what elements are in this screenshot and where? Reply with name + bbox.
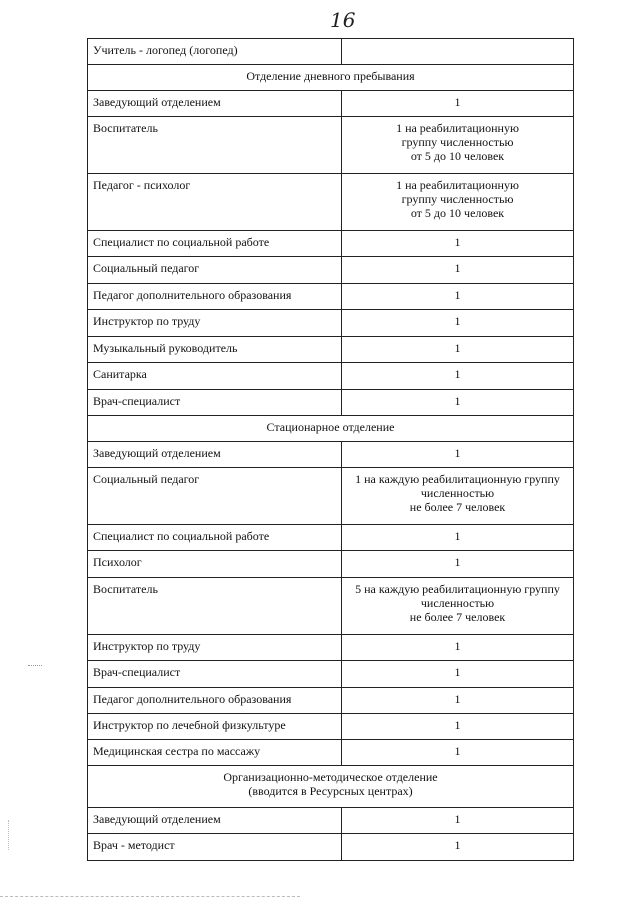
quantity-cell (342, 363, 574, 390)
position-cell: Учитель - логопед (логопед) (88, 39, 342, 65)
table-row (88, 442, 574, 468)
table-row (88, 661, 574, 688)
quantity-line: 1 (454, 314, 461, 328)
table-row (88, 525, 574, 551)
table-row (88, 363, 574, 390)
table-row (88, 310, 574, 337)
section-title-line: (вводится в Ресурсных центрах) (248, 784, 413, 798)
quantity-cell (342, 740, 574, 766)
section-title (88, 65, 574, 91)
quantity-cell (342, 117, 574, 174)
section-header-row (88, 65, 574, 91)
position-cell: Заведующий отделением (88, 442, 342, 468)
quantity-line: от 5 до 10 человек (410, 206, 505, 220)
position-cell: Воспитатель (88, 578, 342, 635)
quantity-cell (342, 284, 574, 310)
table-row (88, 635, 574, 661)
quantity-line: 1 (454, 744, 461, 758)
position-cell: Врач - методист (88, 834, 342, 861)
quantity-cell (342, 91, 574, 117)
position-cell: Воспитатель (88, 117, 342, 174)
table-row (88, 688, 574, 714)
quantity-cell (342, 39, 574, 65)
position-cell: Врач-специалист (88, 661, 342, 688)
staffing-table (87, 38, 574, 861)
quantity-cell (342, 635, 574, 661)
quantity-line: не более 7 человек (409, 500, 506, 514)
quantity-cell (342, 714, 574, 740)
position-cell: Инструктор по труду (88, 635, 342, 661)
quantity-line: 1 (454, 812, 461, 826)
table-row (88, 39, 574, 65)
position-cell: Медицинская сестра по массажу (88, 740, 342, 766)
position-cell: Заведующий отделением (88, 91, 342, 117)
footer-scan-line (0, 896, 300, 898)
quantity-line: 1 (454, 692, 461, 706)
quantity-cell (342, 390, 574, 416)
margin-mark (28, 665, 42, 667)
position-cell: Врач-специалист (88, 390, 342, 416)
section-title (88, 416, 574, 442)
section-header-row (88, 766, 574, 808)
quantity-line: 1 на реабилитационную (396, 178, 519, 192)
position-cell: Педагог - психолог (88, 174, 342, 231)
quantity-line: не более 7 человек (409, 610, 506, 624)
quantity-line: 1 (454, 446, 461, 460)
quantity-line: 5 на каждую реабилитационную группу (355, 582, 560, 596)
quantity-cell (342, 525, 574, 551)
table-row (88, 468, 574, 525)
section-header-row (88, 416, 574, 442)
section-title-line: Организационно-методическое отделение (223, 770, 438, 784)
table-row (88, 740, 574, 766)
quantity-line: 1 (454, 341, 461, 355)
quantity-line: 1 (454, 639, 461, 653)
table-row (88, 551, 574, 578)
quantity-cell (342, 337, 574, 363)
section-title-line: Отделение дневного пребывания (246, 69, 415, 83)
quantity-cell (342, 808, 574, 834)
quantity-line: 1 (454, 665, 461, 679)
quantity-line: 1 (454, 529, 461, 543)
position-cell: Музыкальный руководитель (88, 337, 342, 363)
quantity-line: 1 на каждую реабилитационную группу (355, 472, 560, 486)
quantity-line: от 5 до 10 человек (410, 149, 505, 163)
table-row (88, 91, 574, 117)
table-row (88, 714, 574, 740)
quantity-line: 1 (454, 261, 461, 275)
position-cell: Заведующий отделением (88, 808, 342, 834)
staffing-table-body (88, 39, 574, 861)
table-row (88, 578, 574, 635)
quantity-cell (342, 310, 574, 337)
quantity-line: 1 (454, 95, 461, 109)
position-cell: Специалист по социальной работе (88, 525, 342, 551)
table-row (88, 390, 574, 416)
table-row (88, 174, 574, 231)
quantity-line: 1 на реабилитационную (396, 121, 519, 135)
position-cell: Социальный педагог (88, 468, 342, 525)
quantity-cell (342, 834, 574, 861)
position-cell: Социальный педагог (88, 257, 342, 284)
page-number: 16 (330, 8, 356, 32)
quantity-line: 1 (454, 394, 461, 408)
quantity-line: группу численностью (401, 135, 514, 149)
position-cell: Педагог дополнительного образования (88, 284, 342, 310)
quantity-line: численностью (420, 486, 495, 500)
quantity-cell (342, 578, 574, 635)
position-cell: Психолог (88, 551, 342, 578)
quantity-line: группу численностью (401, 192, 514, 206)
quantity-cell (342, 661, 574, 688)
quantity-line: 1 (454, 555, 461, 569)
position-cell: Инструктор по лечебной физкультуре (88, 714, 342, 740)
quantity-cell (342, 231, 574, 257)
quantity-cell (342, 442, 574, 468)
quantity-cell (342, 468, 574, 525)
table-row (88, 257, 574, 284)
table-row (88, 834, 574, 861)
table-row (88, 808, 574, 834)
quantity-cell (342, 551, 574, 578)
position-cell: Инструктор по труду (88, 310, 342, 337)
table-row (88, 117, 574, 174)
section-title (88, 766, 574, 808)
section-title-line: Стационарное отделение (266, 420, 395, 434)
quantity-cell (342, 688, 574, 714)
quantity-line: 1 (454, 718, 461, 732)
quantity-line: численностью (420, 596, 495, 610)
position-cell: Педагог дополнительного образования (88, 688, 342, 714)
margin-mark (8, 820, 10, 850)
table-row (88, 337, 574, 363)
quantity-cell (342, 174, 574, 231)
table-row (88, 284, 574, 310)
table-row (88, 231, 574, 257)
quantity-line: 1 (454, 838, 461, 852)
quantity-cell (342, 257, 574, 284)
position-cell: Специалист по социальной работе (88, 231, 342, 257)
quantity-line: 1 (454, 288, 461, 302)
quantity-line: 1 (454, 367, 461, 381)
quantity-line: 1 (454, 235, 461, 249)
position-cell: Санитарка (88, 363, 342, 390)
